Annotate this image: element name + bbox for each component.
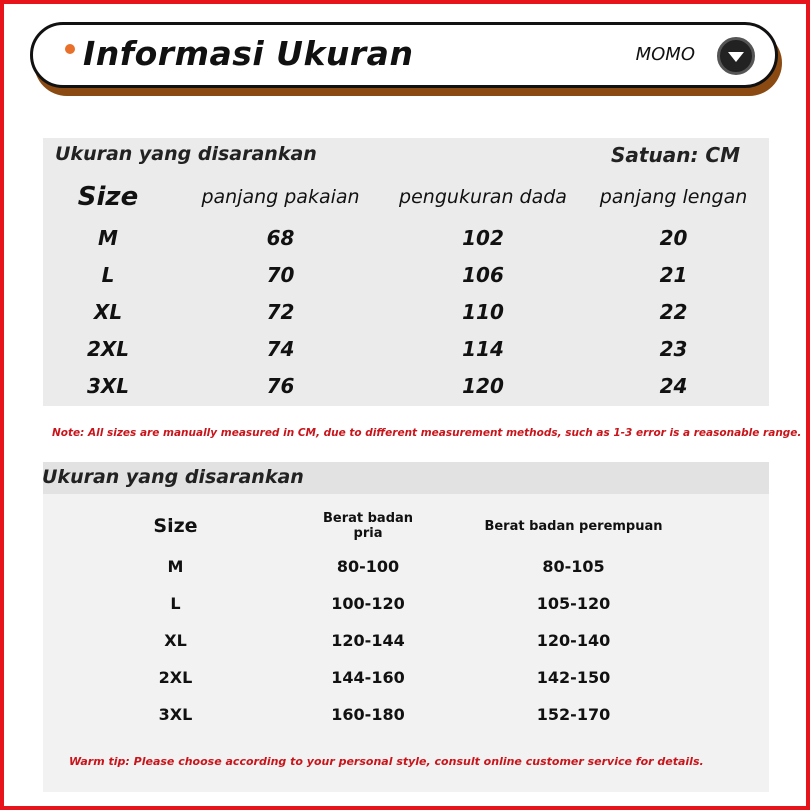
table-cell: XL: [93, 299, 123, 324]
table-cell: 80-100: [336, 557, 400, 576]
table-row: [43, 548, 769, 585]
table-row: [43, 622, 769, 659]
table-cell: 144-160: [331, 668, 405, 687]
column-header: panjang pakaian: [201, 186, 360, 208]
table-cell: XL: [164, 631, 187, 650]
table-row: [43, 330, 769, 367]
table-cell: L: [170, 594, 181, 613]
column-header: Berat badan pria: [322, 511, 414, 541]
table-cell: 3XL: [158, 705, 193, 724]
table-row: [43, 696, 769, 733]
table-row: [43, 293, 769, 330]
table-row: [43, 367, 769, 404]
table-header-row: [43, 175, 769, 219]
table-cell: 72: [266, 299, 295, 324]
table-cell: 100-120: [331, 594, 405, 613]
table-cell: 70: [266, 262, 295, 287]
table-header-row: [43, 504, 769, 548]
table-cell: 110: [462, 299, 504, 324]
table-row: [43, 585, 769, 622]
dot-icon: [65, 44, 75, 54]
table-cell: 2XL: [86, 336, 130, 361]
table-row: [43, 219, 769, 256]
table-cell: M: [98, 225, 118, 250]
table-row: [43, 256, 769, 293]
measurement-note: Note: All sizes are manually measured in CM, due to different measurement methods, such as 1-3 error is a reasonable range.: [52, 427, 802, 439]
weight-chart-caption: Ukuran yang disarankan: [42, 466, 304, 488]
table-cell: 160-180: [331, 705, 405, 724]
table-cell: 22: [659, 299, 688, 324]
column-header: pengukuran dada: [399, 186, 567, 208]
table-cell: 21: [659, 262, 688, 287]
table-cell: 105-120: [536, 594, 611, 613]
table-cell: 106: [462, 262, 504, 287]
column-header: Berat badan perempuan: [484, 518, 663, 534]
unit-label: Satuan: CM: [611, 143, 740, 167]
size-chart-caption: Ukuran yang disarankan: [55, 143, 317, 165]
warm-tip-note: Warm tip: Please choose according to your personal style, consult online customer service for details.: [69, 755, 704, 768]
table-cell: 120: [462, 373, 504, 398]
table-cell: 120-140: [536, 631, 611, 650]
table-cell: 74: [266, 336, 295, 361]
page-title: Informasi Ukuran: [83, 34, 414, 73]
table-cell: M: [167, 557, 184, 576]
table-cell: 76: [266, 373, 295, 398]
table-cell: 3XL: [86, 373, 130, 398]
table-cell: 20: [659, 225, 688, 250]
table-cell: 23: [659, 336, 688, 361]
column-header: Size: [153, 515, 198, 537]
column-header: Size: [77, 182, 139, 212]
table-row: [43, 659, 769, 696]
table-cell: 2XL: [158, 668, 193, 687]
table-cell: 152-170: [536, 705, 611, 724]
chevron-down-icon[interactable]: [717, 37, 755, 75]
table-cell: 114: [462, 336, 504, 361]
table-cell: L: [101, 262, 115, 287]
table-cell: 120-144: [331, 631, 405, 650]
table-cell: 102: [462, 225, 504, 250]
table-cell: 24: [659, 373, 688, 398]
column-header: panjang lengan: [599, 186, 748, 208]
table-cell: 142-150: [536, 668, 611, 687]
brand-label: MOMO: [635, 44, 695, 65]
weight-chart-table: [43, 504, 769, 733]
header-bar: [30, 22, 778, 88]
table-cell: 80-105: [542, 557, 605, 576]
size-chart-table: [43, 175, 769, 404]
table-cell: 68: [266, 225, 295, 250]
